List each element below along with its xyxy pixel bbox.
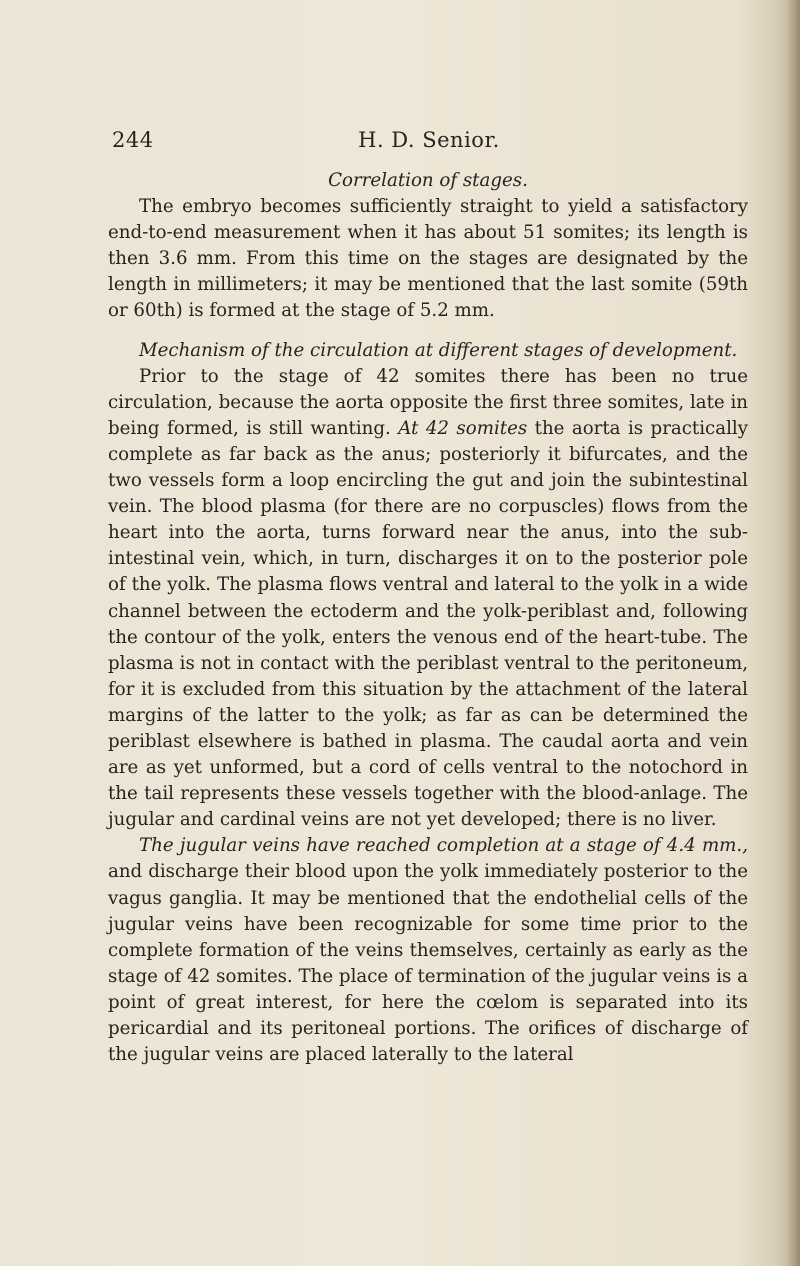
paragraph-mechanism-2 xyxy=(108,833,748,1068)
page-number: 244 xyxy=(112,128,154,152)
page-edge-shadow xyxy=(786,0,800,1266)
body-text xyxy=(108,168,748,1068)
running-head xyxy=(112,128,746,154)
paragraph-correlation: The embryo becomes sufficiently straight to yield a satisfactory end-to-end measurement when it has about 51 somites; its length is then 3.6 mm. From this time on the stages are designated by the length in millimeters; it may be mentioned that the last somite (59th or 60th) is formed at the stage of 5.2 mm. xyxy=(108,196,748,322)
running-title: H. D. Senior. xyxy=(358,128,500,152)
mechanism-heading-text: Mechanism of the circulation at different stages of development. xyxy=(139,339,738,361)
mechanism-p2-italic: The jugular veins have reached completion at a stage of 4.4 mm., xyxy=(139,835,748,857)
section-heading-correlation: Correlation of stages. xyxy=(328,170,528,191)
mechanism-p1-part1: Prior to the stage of 42 somites there has been no true circulation, because the aorta opposite the first three somites, late in being formed, is still wanting. xyxy=(108,365,749,439)
section-heading-mechanism xyxy=(108,338,748,364)
mechanism-p1-part2: the aorta is practically complete as far back as the anus; posteriorly it bifurcates, and the two vessels form a loop encircling the gut and join the subintestinal vein. The blood plasma (for there are no corpuscles) flows from the heart into the aorta, turns forward near the anus, into the sub-intestinal vein, which, in turn, discharges it on to the posterior pole of the yolk. The plasma flows ventral and lateral to the yolk in a wide channel between the ectoderm and the yolk-periblast and, following the contour of the yolk, enters the venous end of the heart-tube. The plasma is not in contact with the periblast ventral to the peritoneum, for it is excluded from this situation by the attachment of the lateral margins of the latter to the yolk; as far as can be determined the periblast elsewhere is bathed in plasma. The caudal aorta and vein are as yet unformed, but a cord of cells ventral to the notochord in the tail represents these vessels together with the blood-anlage. The jugular and cardinal veins are not yet developed; there is no liver. xyxy=(108,417,748,831)
mechanism-p2-rest: and discharge their blood upon the yolk immediately posterior to the vagus ganglia. It may be mentioned that the endothelial cells of the jugular veins have been recognizable for some time prior to the complete formation of the veins themselves, certainly as early as the stage of 42 somites. The place of termination of the jugular veins is a point of great interest, for here the cœlom is separated into its pericardial and its peritoneal portions. The orifices of discharge of the jugular veins are placed laterally to the lateral xyxy=(108,861,748,1066)
paragraph-mechanism-1 xyxy=(108,364,748,834)
mechanism-p1-italic: At 42 somites xyxy=(398,417,528,439)
